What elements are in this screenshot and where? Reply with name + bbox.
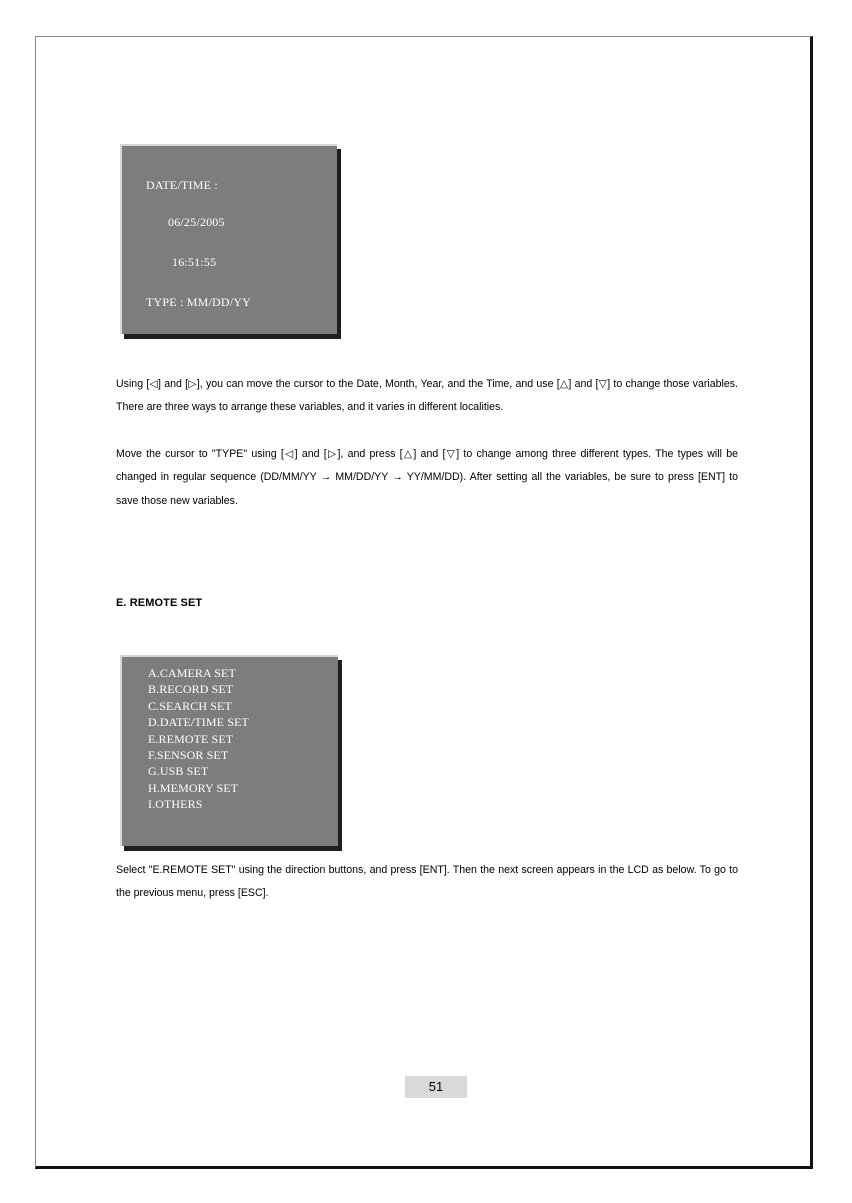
lcd-datetime-screen [120, 144, 337, 334]
lcd-time-value: 16:51:55 [172, 255, 217, 269]
lcd-datetime-label: DATE/TIME : [146, 178, 218, 192]
lcd-menu-item-remote-set: E.REMOTE SET [148, 731, 234, 746]
paragraph-remote-set-instructions: Select "E.REMOTE SET" using the direction buttons, and press [ENT]. Then the next screen appears in the LCD as below. To go to the previous menu, press [ESC]. [116, 864, 738, 900]
lcd-menu-screen [120, 655, 338, 846]
page-number: 51 [405, 1076, 467, 1098]
lcd-menu-item-search-set: C.SEARCH SET [148, 698, 232, 713]
paragraph-type-instructions: Move the cursor to "TYPE" using [◁] and [▷], and press [△] and [▽] to change among three different types. The types will be changed in regular sequence (DD/MM/YY → MM/DD/YY → YY/MM/DD). After setting all the variables, be sure to press [ENT] to save those new variables. [116, 448, 738, 507]
lcd-menu-item-camera-set: A.CAMERA SET [148, 666, 236, 680]
lcd-menu-list [148, 665, 249, 813]
lcd-menu-item-datetime-set: D.DATE/TIME SET [148, 715, 249, 730]
lcd-menu-item-sensor-set: F.SENSOR SET [148, 748, 229, 763]
lcd-menu-item-others: I.OTHERS [148, 797, 203, 812]
lcd-menu-item-record-set: B.RECORD SET [148, 682, 234, 697]
lcd-date-value: 06/25/2005 [168, 215, 225, 229]
section-heading-remote-set: E. REMOTE SET [116, 597, 203, 609]
lcd-type-value: TYPE : MM/DD/YY [146, 295, 252, 309]
lcd-menu-item-memory-set: H.MEMORY SET [148, 780, 239, 795]
paragraph-cursor-instructions: Using [◁] and [▷], you can move the cursor to the Date, Month, Year, and the Time, and use [△] and [▽] to change those variables. There are three ways to arrange these variables, and it varies in different localities. [116, 378, 738, 414]
lcd-menu-item-usb-set: G.USB SET [148, 764, 209, 779]
